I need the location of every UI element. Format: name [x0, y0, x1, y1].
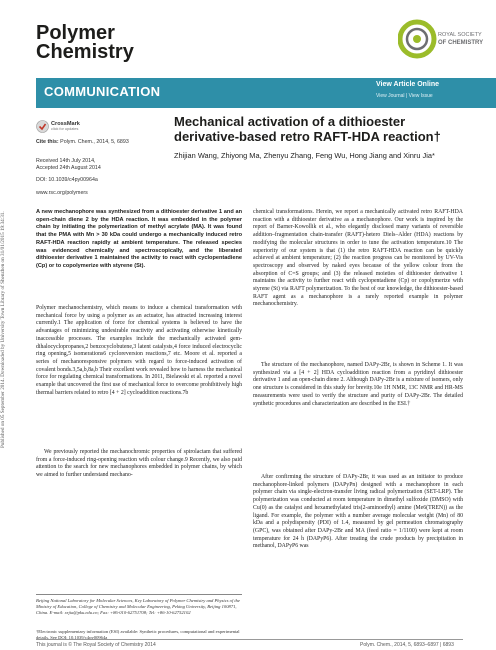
rsc-crest-icon — [398, 11, 490, 67]
doi[interactable]: DOI: 10.1039/c4py00964a — [36, 177, 98, 183]
abstract: A new mechanophore was synthesized from a dithioester derivative 1 and an open-chain diene 2 by the HDA reaction. It was embedded in the polymer chain by initiating the polymerization of methyl acrylate (MA). It was found that the PMA with Mn > 30 kDa could undergo a mechanically induced retro RAFT-HDA reaction rapidly at ambient temperature. The released species was evidenced chemically and spectroscopically, and the liberated dithioester derivative 1 maintained the activity to react with cyclopentadiene (Cp) or to copolymerize with styrene (St). — [36, 209, 242, 269]
rsc-logo-line1: ROYAL SOCIETY — [438, 32, 482, 38]
crossmark-label: CrossMark click for updates — [51, 121, 80, 131]
body-paragraph-4: The structure of the mechanophore, named DAPy-2Br, is shown in Scheme 1. It was synthesized via a [4 + 2] HDA cycloaddition reaction from a pyridinyl dithioester derivative 1 and an open-chain diene 2. Although DAPy-2Br is a mixture of isomers, only one structure is considered in this study for brevity.10e 1H NMR, 13C NMR and HR-MS measurements were used to verify the structure and purity of DAPy-2Br. The detailed synthetic procedures and characterization are described in the ESI.† — [253, 362, 463, 407]
body-paragraph-5: After confirming the structure of DAPy-2Br, it was used as an initiator to produce mechanophore-linked polymers (DAPyPn) designed with a mechanophore in each polymer chain via single-electron-transfer living radical polymerization (SET-LRP). The polymerization was conducted at room temperature in dimethyl sulfoxide (DMSO) with Cu(0) as the catalyst and hexamethylated tris(2-aminoethyl) amine (Me6(TREN)) as the ligand. For example, the polymer with a number average molecular weight (Mn) of 80 kDa and a polydispersity (PDI) of 1.4, measured by gel permeation chromatography (GPC), was obtained after DAPy-2Br and MA (feed ratio = 1/1100) were kept at room temperature for 24 h (DAPyP6). After treating the crude products by precipitation in methanol, DAPyP6 was — [253, 474, 463, 550]
journal-title: Polymer Chemistry — [36, 22, 134, 63]
journal-website-link[interactable]: www.rsc.org/polymers — [36, 190, 88, 196]
footer-divider — [36, 639, 463, 640]
citation-info: Cite this: Polym. Chem., 2014, 5, 6893 — [36, 139, 129, 145]
footer-page-citation: Polym. Chem., 2014, 5, 6893–6897 | 6893 — [360, 642, 454, 648]
body-paragraph-3: chemical transformations. Herein, we report a mechanically activated retro RAFT-HDA reaction with a dithioester derivative as a mechanophore. Our work is inspired by the report of Barner-Kowollik et al., who elegantly disclosed many variants of reversible addition–fragmentation chain-transfer (RAFT)-hetero Diels–Alder (HDA) reactions by modifying the molecular structures in order to tune the activation temperature.10 The superiority of our system is that (1) the retro RAFT-HDA reaction can be quickly achieved at ambient temperature; (2) the reaction progress can be monitored by UV-Vis spectroscopy and observed by naked eyes because of the yellow colour from the absorption of C=S groups; and (3) the released moieties of dithioester derivative 1 maintains the activity to further react with cyclopentadiene (Cp) or copolymerize with styrene (St) via RAFT polymerization. To the best of our knowledge, the dithioester-based RAFT agent as a mechanophore is a rarely reported example in polymer mechanochemistry. — [253, 209, 463, 308]
rsc-logo-line2: OF CHEMISTRY — [438, 40, 484, 46]
esi-footnote: †Electronic supplementary information (ESI) available: Synthetic procedures, computational and experimental details. See DOI: 10.1039/c4py00964a — [36, 629, 240, 640]
footer-copyright: This journal is © The Royal Society of Chemistry 2014 — [36, 642, 156, 648]
affiliation-footnote: Beijing National Laboratory for Molecular Sciences, Key Laboratory of Polymer Chemistry and Physics of the Ministry of Education, College of Chemistry and Molecular Engineering, Peking University, Beijing 100871, China. E-mail: xrjia@pku.edu.cn; Fax: +86-010-62751708; Tel: +86-10-62752102 — [36, 598, 241, 615]
view-journal-issue-links[interactable]: View Journal | View Issue — [376, 93, 433, 99]
crossmark-icon — [36, 120, 49, 133]
article-title: Mechanical activation of a dithioester derivative-based retro RAFT-HDA reaction† — [174, 114, 441, 144]
rsc-logo[interactable] — [398, 11, 490, 67]
section-label: COMMUNICATION — [44, 84, 161, 99]
authors: Zhijian Wang, Zhiyong Ma, Zhenyu Zhang, Feng Wu, Hong Jiang and Xinru Jia* — [174, 151, 435, 160]
footnote-divider — [36, 594, 242, 595]
body-paragraph-2: We previously reported the mechanochromic properties of spirolactam that suffered from a force-induced ring-opening reaction with colour change.9 Recently, we also paid attention to the search for new mechanophores embedded in polymer chains, by which we aimed to further understand mechano- — [36, 449, 242, 479]
download-watermark: Published on 05 September 2014. Downloaded by University Town Library of Shenzhen on 31/01/2015 19:34:31. — [0, 211, 6, 449]
view-article-online-link[interactable]: View Article Online — [376, 81, 440, 88]
body-paragraph-1: Polymer mechanochemistry, which means to induce a chemical transformation with mechanical force by using a polymer as an actuator, has attracted increasing interest currently.1 The application of force for chemical systems is believed to have the advantages of minimizing undesirable reactivity and activating otherwise kinetically inaccessible processes. The examples include the mechanically activated gem-dihalocyclopropanes,2 benzocyclobutene,3 latent catalysts,4 force induced electrocyclic ring opening,5 isomerations6 cycloreversion reactions,7 etc. Moore et al. reported a series of mechanoresponsive polymers with regard to force-induced activation of covalent bonds.3,5a,b,8a,b Their excellent work revealed how to harness the mechanical force for regulating chemical transformations. In 2011, Bielawski et al. reported a novel example that uncovered the first use of mechanical force to overcome prohibitively high thermal barriers related to retro [4 + 2] cycloaddition reactions.7b — [36, 305, 242, 396]
received-accepted-dates: Received 14th July 2014, Accepted 24th August 2014 — [36, 158, 101, 171]
